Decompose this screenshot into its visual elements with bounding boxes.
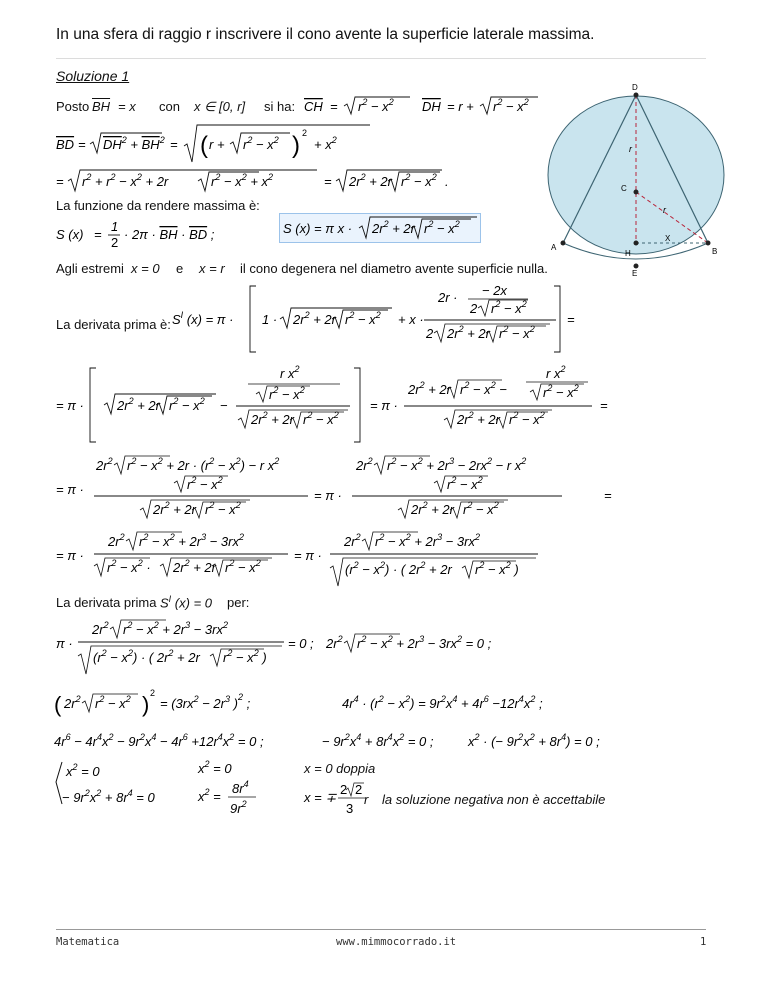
page-number: 1: [700, 936, 707, 948]
svg-text:2: 2: [302, 128, 308, 138]
derivata-zero-label: La derivata prima: [56, 595, 157, 610]
svg-text:r2 − x2 + 2r3 − 3rx2: $r^2 - x^2 + 2r^3 - 3rx^2$: [123, 620, 228, 637]
r-var: r: [364, 792, 369, 807]
point-d: [634, 93, 639, 98]
svg-text:+ x2: + $x^2$: [314, 135, 337, 152]
svg-text:r2 − x2: $r^2 - x^2$: [463, 500, 499, 517]
svg-text:=: =: [600, 398, 608, 413]
svg-text:r2 − x2 + 2r3 − 3rx2: $r^2 - x^2 + 2r^3 - 3rx^2$: [139, 532, 244, 549]
svg-text:3: 3: [346, 801, 354, 816]
svg-text:r2 − x2: $r^2 - x^2$: [95, 694, 131, 711]
posto-label: Posto: [56, 99, 90, 114]
svg-text:2: 2: [355, 782, 363, 797]
x-eq-0: x = 0: [131, 261, 160, 276]
svg-text:2: 2: [111, 235, 119, 250]
svg-text:2: 2: [426, 326, 434, 341]
svg-text:r2 − x2: $r^2 - x^2$: [169, 396, 205, 413]
bd-formula: [52, 122, 372, 166]
svg-text:DH2 + BH2: $DH^2 + BH^2$: [103, 135, 165, 152]
svg-text:r2 − x2: $r^2 - x^2$: [205, 500, 241, 517]
svg-text:=: =: [94, 227, 102, 242]
svg-text:2r2 + 2r: $2r^2 + 2r$: [408, 380, 451, 397]
funzione-text: La funzione da rendere massima è:: [56, 198, 260, 213]
svg-text:2r2: $2r^2$: [108, 532, 125, 549]
svg-text:r2 − x2: $r^2 - x^2$: [509, 410, 545, 427]
svg-text:r2 + r2 − x2 + 2r: $r^2 + r^2 - x^2 + 2r$: [82, 172, 169, 189]
label-h: H: [625, 249, 631, 258]
label-a: A: [551, 243, 557, 252]
svg-text:−: −: [220, 398, 228, 413]
svg-text:r2 − x2: $r^2 - x^2$: [225, 558, 261, 575]
estremi-text-b: il cono degenera nel diametro avente superficie nulla.: [240, 261, 548, 276]
svg-text:DH: DH: [422, 99, 441, 114]
svg-text:1: 1: [111, 219, 119, 234]
svg-text:2r2 + 2r: $2r^2 + 2r$: [457, 410, 500, 427]
svg-text:S (x): S (x): [56, 227, 84, 242]
svg-text:= π ·: = π ·: [56, 398, 84, 413]
svg-text:2: 2: [150, 688, 156, 698]
svg-text:=: =: [604, 488, 612, 503]
svg-text:BD: BD: [56, 137, 75, 152]
svg-text:4r6 − 4r4x2 − 9r2x4 − 4r6 +12r: $4r^6 - 4r^4x^2 - 9r^2x^4 - 4r^6 +12r^4x^2 = 0$ ;: [54, 732, 264, 749]
svg-text:r2 − x2 ·: $r^2 - x^2$ ·: [107, 558, 151, 575]
svg-text:=: =: [170, 137, 178, 152]
expanded-equation: [52, 728, 632, 754]
si-ha-label: si ha:: [264, 99, 296, 114]
x-eq-r: x = r: [199, 261, 225, 276]
svg-text:9r2: $9r^2$: [230, 799, 247, 816]
sx-boxed-formula: [281, 214, 481, 242]
title-divider: [56, 58, 706, 59]
svg-text:r2 − x2: $r^2 - x^2$: [243, 135, 279, 152]
svg-text:r2 − x2 −: $r^2 - x^2$ −: [460, 380, 507, 397]
derivative-formula-3: [52, 452, 632, 524]
bh-eq-x: = x: [118, 99, 136, 114]
svg-text:(r2 − x2) · ( 2r2 + 2r: $(r^2 - x^2)$ · ( $2r^2 + 2r$: [93, 648, 200, 665]
svg-text:x2 = 0: $x^2 = 0$: [66, 762, 100, 779]
svg-text:r x2: r $x^2$: [546, 364, 566, 381]
svg-text:r2 − x2: $r^2 - x^2$: [499, 324, 535, 341]
negative-solution-note: la soluzione negativa non è accettabile: [382, 792, 606, 807]
svg-text:(r2 − x2) · ( 2r2 + 2r: $(r^2 - x^2)$ · ( $2r^2 + 2r$: [345, 560, 452, 577]
per-label: per:: [227, 595, 250, 610]
svg-text:S (x) = π x ·: S (x) = π x ·: [283, 221, 353, 236]
svg-text:2r2 + 2r: $2r^2 + 2r$: [117, 396, 160, 413]
svg-text:SI (x) = π ·: $S^I$ (x) = π ·: [172, 310, 234, 327]
svg-text:CH: CH: [304, 99, 323, 114]
footer-divider: [56, 929, 706, 930]
sx-definition: [52, 215, 252, 253]
svg-text:(: (: [54, 692, 62, 717]
doppia-label: x = 0 doppia: [304, 761, 376, 776]
solution-x: [300, 780, 363, 820]
svg-text:2r2 + 2r: $2r^2 + 2r$: [153, 500, 196, 517]
dh-formula: [420, 92, 540, 118]
svg-text:= r +: = r +: [447, 99, 474, 114]
svg-text:2r2: $2r^2$: [344, 532, 361, 549]
svg-text:r2 − x2 + 2r3 − 3rx2: $r^2 - x^2 + 2r^3 - 3rx^2$: [375, 532, 480, 549]
svg-text:2: 2: [340, 782, 348, 797]
svg-text:r2 − x2: $r^2 - x^2$: [303, 410, 339, 427]
svg-text:r2 − x2: $r^2 - x^2$: [493, 97, 529, 114]
point-b: [706, 241, 711, 246]
svg-text:2r2 + 2r: $2r^2 + 2r$: [173, 558, 216, 575]
derivative-formula-2: [52, 362, 632, 446]
svg-text:=: =: [78, 137, 86, 152]
section-heading: Soluzione 1: [56, 68, 130, 84]
svg-text:r2 − x2 + 2r3 − 3rx2 = 0 ;: $r^2 - x^2 + 2r^3 - 3rx^2 = 0$ ;: [357, 634, 492, 651]
derivative-formula-4: [52, 530, 552, 588]
svg-text:r2 − x2 + 2r · (r2 − x2) − r x: $r^2 - x^2 + 2r \cdot (r^2 - x^2) - r$ $x^2$: [127, 456, 280, 473]
svg-text:= π ·: = π ·: [370, 398, 398, 413]
bh-symbol: $\overline{BH}$: [92, 99, 111, 114]
svg-text:r2 − x2: $r^2 - x^2$: [269, 385, 305, 402]
estremi-text-a: Agli estremi: [56, 261, 124, 276]
svg-text:(: (: [200, 132, 208, 159]
page-title: In una sfera di raggio r inscrivere il cono avente la superficie laterale massima.: [56, 26, 595, 43]
svg-text:− 2x: − 2x: [482, 283, 507, 298]
footer-website: www.mimmocorrado.it: [336, 936, 457, 948]
svg-text:− 9r2x2 + 8r4 = 0: − $9r^2x^2 + 8r^4 = 0$: [62, 788, 155, 805]
svg-text:r2 − x2: $r^2 - x^2$: [187, 475, 223, 492]
svg-text:r2 − x2 + x2: $r^2 - x^2 + x^2$: [211, 172, 274, 189]
svg-text:r2 − x2 + 2r3 − 2rx2 − r x2: $r^2 - x^2 + 2r^3 - 2rx^2 - r$ $x^2$: [387, 456, 527, 473]
footer-subject: Matematica: [56, 936, 120, 948]
svg-text:= 0 ;: = 0 ;: [288, 636, 314, 651]
svg-text:2r2: $2r^2$: [64, 694, 81, 711]
svg-text:r2 − x2 ): $r^2 - x^2$ ): [475, 560, 519, 577]
svg-text:x2 =: $x^2$ =: [198, 787, 221, 804]
svg-text:2r2: $2r^2$: [326, 634, 343, 651]
point-a: [561, 241, 566, 246]
svg-text:= π ·: = π ·: [294, 548, 322, 563]
ch-formula: [302, 92, 412, 118]
svg-text:): ): [142, 692, 150, 717]
svg-text:+ x ·: + x ·: [398, 312, 424, 327]
svg-text:8r4: $8r^4$: [232, 779, 249, 796]
svg-text:r2 − x2: $r^2 - x^2$: [491, 299, 527, 316]
svg-text:r2 − x2: $r^2 - x^2$: [543, 383, 579, 400]
svg-text:r2 − x2: $r^2 - x^2$: [401, 172, 437, 189]
squared-equation: [52, 686, 612, 722]
svg-text:4r4 · (r2 − x2) = 9r2x4 + 4r6: $4r^4 \cdot (r^2 - x^2) = 9r^2x^4 + 4r^6 -12r^4x^2$ ;: [342, 694, 543, 711]
svg-text:2r2 + 2r: $2r^2 + 2r$: [372, 219, 415, 236]
svg-text:x = ∓: x = ∓: [304, 790, 337, 805]
con-label: con: [159, 99, 180, 114]
svg-text:=: =: [56, 174, 64, 189]
svg-text:= π ·: = π ·: [56, 548, 84, 563]
label-x: X: [665, 234, 671, 243]
sphere-cone-figure: [545, 80, 735, 280]
svg-text:r +: r +: [209, 137, 225, 152]
solutions-x2: [196, 755, 286, 819]
svg-text:r2 − x2: $r^2 - x^2$: [345, 310, 381, 327]
svg-text:2r2: $2r^2$: [92, 620, 109, 637]
bd-expansion: [52, 166, 452, 196]
label-e: E: [632, 269, 638, 278]
svg-text:x2 · (− 9r2x2 + 8r4) = 0 ;: $x^2$ · (− $9r^2x^2 + 8r^4) = 0$ ;: [468, 732, 600, 749]
svg-text:2r2 + 2r: $2r^2 + 2r$: [447, 324, 490, 341]
svg-text:r2 − x2: $r^2 - x^2$: [424, 219, 460, 236]
svg-text:r2 − x2 ): $r^2 - x^2$ ): [223, 648, 267, 665]
svg-text:= (3rx2 − 2r3 )2 ;: = ($3rx^2 - 2r^3$ )$^2$ ;: [160, 692, 251, 711]
svg-text:2r ·: 2r ·: [438, 290, 458, 305]
point-e: [634, 264, 639, 269]
svg-text:· 2π · BH · BD ;: · 2π · BH · BD ;: [124, 227, 215, 242]
svg-text:r x2: r $x^2$: [280, 364, 300, 381]
label-r-diagonal: r: [663, 205, 666, 215]
svg-text:2r2 + 2r: $2r^2 + 2r$: [293, 310, 336, 327]
svg-text:=: =: [567, 312, 575, 327]
x-interval: x ∈ [0, r]: [194, 99, 246, 114]
label-r-vertical: r: [629, 144, 632, 154]
svg-text:2: 2: [470, 301, 478, 316]
zero-equation: [52, 618, 572, 676]
s-prime-eq-zero: $S^I$ (x) = 0: [160, 594, 213, 611]
svg-text:.: .: [445, 174, 449, 189]
svg-text:2r2 + 2r: $2r^2 + 2r$: [411, 500, 454, 517]
svg-text:=: =: [330, 99, 338, 114]
svg-text:= π ·: = π ·: [314, 488, 342, 503]
svg-text:=: =: [324, 174, 332, 189]
svg-text:2r2 + 2r: $2r^2 + 2r$: [251, 410, 294, 427]
svg-text:2r2: $2r^2$: [96, 456, 113, 473]
svg-text:π ·: π ·: [56, 636, 73, 651]
svg-text:r2 − x2: $r^2 - x^2$: [447, 475, 483, 492]
derivata-label: La derivata prima è:: [56, 317, 171, 332]
label-c: C: [621, 184, 627, 193]
svg-text:x2 = 0: $x^2 = 0$: [198, 759, 232, 776]
svg-text:r2 − x2: $r^2 - x^2$: [358, 97, 394, 114]
svg-text:= π ·: = π ·: [56, 482, 84, 497]
svg-text:2r2: $2r^2$: [356, 456, 373, 473]
svg-text:− 9r2x4 + 8r4x2 = 0 ;: − $9r^2x^4 + 8r^4x^2 = 0$ ;: [322, 732, 434, 749]
estremi-e: e: [176, 261, 184, 276]
point-h: [634, 241, 639, 246]
label-d: D: [632, 83, 638, 92]
svg-text:): ): [292, 132, 300, 159]
svg-text:2r2 + 2r: $2r^2 + 2r$: [349, 172, 392, 189]
derivative-formula-1: [170, 280, 590, 358]
svg-text:1 ·: 1 ·: [262, 312, 278, 327]
label-b: B: [712, 247, 718, 256]
point-c: [634, 190, 639, 195]
